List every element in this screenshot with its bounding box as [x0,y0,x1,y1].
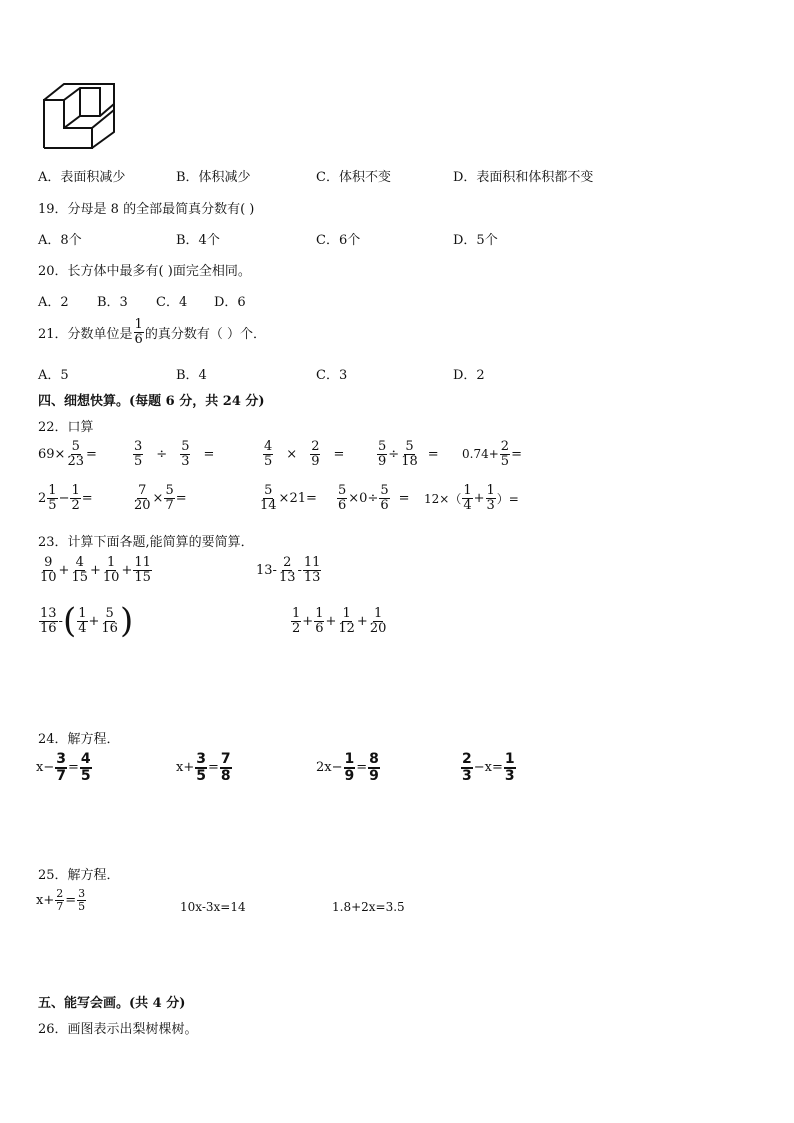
denominator: 15 [134,569,151,585]
text: ）= [496,491,519,506]
fraction [164,484,174,512]
numerator: 1 [78,605,87,621]
fraction [400,440,419,468]
operator: − [58,490,70,506]
fraction [195,752,207,783]
numerator: 11 [303,555,321,570]
fraction [180,440,190,468]
fraction [47,484,57,512]
numerator: 1 [486,483,495,498]
q22-expr-6 [38,484,93,512]
equals: = [67,760,79,776]
denominator: 3 [504,767,515,784]
q21-stem-pre: 21．分数单位是 [38,326,133,342]
text: = [398,490,410,506]
q21-stem-post: 的真分数有（ ）个． [144,326,266,342]
whole-number: 2 [38,490,47,506]
fraction [77,607,87,635]
fraction [337,484,347,512]
denominator: 5 [500,453,510,469]
q22-expr-3 [262,440,356,468]
fraction [39,556,58,584]
operator: × [152,490,164,506]
fraction [66,440,85,468]
fraction [70,556,89,584]
numerator: 13 [40,605,57,621]
numerator: 4 [75,555,84,570]
q24-title: 24．解方程． [38,732,120,747]
q20-option-b[interactable]: B．3 [97,295,128,310]
q21-stem [38,318,266,346]
fraction [291,607,301,635]
text: ×21= [278,490,317,506]
section5-title: 五、能写会画。(共 4 分) [38,996,186,1011]
numerator: 4 [80,751,91,767]
denominator: 6 [380,497,389,513]
q22-expr-9 [336,484,418,512]
fraction [486,484,496,512]
fraction [462,484,472,512]
fraction [337,607,356,635]
numerator: 1 [292,606,301,621]
text: = [85,446,97,462]
denominator: 7 [165,497,174,513]
q20-option-a[interactable]: A．2 [38,295,69,310]
left-paren: ( [62,601,77,641]
operator: + [58,562,70,578]
denominator: 13 [278,569,296,585]
q22-expr-1 [38,440,97,468]
denominator: 6 [315,620,324,636]
q25-equation-3: 1.8+2x=3.5 [332,900,405,914]
fraction [259,484,278,512]
denominator: 2 [292,620,301,636]
q19-option-c[interactable]: C．6个 [316,233,361,248]
denominator: 7 [56,899,64,913]
fraction [39,607,58,635]
denominator: 10 [40,569,57,585]
denominator: 7 [56,767,66,784]
denominator: 6 [338,497,347,513]
equals: = [356,760,368,776]
operator: + [356,613,368,629]
text: = [427,446,439,462]
denominator: 13 [303,569,321,585]
right-paren: ) [119,601,134,641]
q22-expr-7 [132,484,187,512]
section4-title: 四、细想快算。(每题 6 分，共 24 分) [38,394,265,409]
numerator: 1 [504,751,515,767]
q19-option-d[interactable]: D．5个 [453,233,498,248]
denominator: 8 [220,767,231,784]
text: 12×（ [424,491,462,506]
operator: - [58,613,63,629]
text: = [511,446,522,462]
text: = [203,446,215,462]
denominator: 5 [196,767,206,784]
q20-options [0,291,794,311]
q22-title: 22．口算 [38,420,94,435]
numerator: 1 [463,483,472,498]
q23-expr-4 [290,607,388,635]
text: 2x− [316,760,343,776]
numerator: 1 [71,483,80,498]
denominator: 20 [134,497,151,513]
fraction [77,888,86,912]
denominator: 20 [369,620,387,636]
fraction [377,440,387,468]
fraction [55,752,67,783]
operator: - [297,562,302,578]
operator: ÷ [388,446,400,462]
q21-option-d[interactable]: D．2 [453,368,485,383]
denominator: 6 [134,331,143,347]
numerator: 7 [220,751,231,767]
numerator: 2 [311,439,320,454]
q21-option-c[interactable]: C．3 [316,368,348,383]
fraction [344,752,356,783]
q18-option-c[interactable]: C．体积不变 [316,170,391,185]
operator: ÷ [156,446,168,462]
denominator: 4 [78,620,87,636]
fraction [379,484,389,512]
fraction [504,752,516,783]
numerator: 5 [264,483,273,498]
numerator: 1 [342,606,351,621]
q24-equation-3 [316,752,381,783]
denominator: 2 [71,497,80,513]
denominator: 5 [134,453,143,469]
q25-title: 25．解方程． [38,868,120,883]
denominator: 5 [80,767,91,784]
q20-stem: 20．长方体中最多有( )面完全相同。 [38,264,251,279]
text: = [333,446,345,462]
q20-option-c[interactable]: C．4 [156,295,188,310]
q23-expr-3 [38,601,134,641]
operator: + [325,613,337,629]
q25-equation-2: 10x-3x=14 [180,900,246,914]
numerator: 2 [56,887,64,900]
q21-fraction [134,318,144,346]
operator: + [473,490,485,506]
text: ×0÷ [348,490,379,506]
fraction [100,607,119,635]
denominator: 9 [344,767,355,784]
denominator: 3 [462,767,472,784]
denominator: 16 [101,620,118,636]
operator: + [90,562,101,578]
equals: = [207,760,219,776]
denominator: 5 [78,899,86,913]
numerator: 2 [283,555,292,570]
denominator: 12 [338,620,355,636]
q24-equation-2 [176,752,233,783]
text: x+ [36,892,55,908]
q19-option-a[interactable]: A．8个 [38,233,82,248]
q19-stem: 19．分母是 8 的全部最简真分数有( ) [38,202,255,217]
numerator: 5 [71,439,80,454]
q19-option-b[interactable]: B．4个 [176,233,220,248]
denominator: 3 [486,497,495,513]
numerator: 11 [134,555,151,570]
q23-title: 23．计算下面各题,能简算的要简算． [38,535,254,550]
q23-expr-1 [38,556,153,584]
numerator: 7 [138,483,147,498]
numerator: 1 [107,555,116,570]
numerator: 9 [44,555,53,570]
operator: + [121,562,133,578]
numerator: 3 [56,751,66,767]
denominator: 16 [40,620,57,636]
fraction [500,440,510,468]
numerator: 8 [369,751,379,767]
fraction [278,556,297,584]
q18-option-b[interactable]: B．体积减少 [176,170,251,185]
numerator: 5 [378,439,387,454]
text: 13- [256,562,277,578]
fraction [102,556,121,584]
denominator: 15 [71,569,88,585]
q22-expr-8 [258,484,317,512]
denominator: 4 [463,497,472,513]
fraction [263,440,273,468]
q21-option-b[interactable]: B．4 [176,368,207,383]
q25-equation-1 [36,888,87,912]
numerator: 5 [380,483,389,498]
q22-expr-2 [132,440,226,468]
operator: × [286,446,298,462]
q18-option-a[interactable]: A．表面积减少 [38,170,126,185]
q22-expr-10 [424,484,519,512]
denominator: 5 [48,497,57,513]
fraction [133,440,143,468]
fraction [133,556,152,584]
numerator: 3 [78,887,86,900]
numerator: 4 [264,439,273,454]
denominator: 9 [369,767,379,784]
text: = [175,490,187,506]
fraction [220,752,232,783]
q24-equation-4 [460,752,517,783]
denominator: 5 [264,453,273,469]
q21-options [0,364,794,384]
denominator: 10 [102,569,120,585]
text: x− [36,760,55,776]
fraction [70,484,80,512]
numerator: 1 [48,483,57,498]
numerator: 2 [500,439,510,454]
q22-expr-4 [376,440,447,468]
numerator: 5 [338,483,347,498]
fraction [310,440,320,468]
denominator: 9 [311,453,320,469]
fraction [133,484,152,512]
operator: + [88,613,100,629]
fraction [314,607,324,635]
denominator: 14 [260,497,277,513]
q18-options [0,166,794,186]
fraction [461,752,473,783]
q18-option-d[interactable]: D．表面积和体积都不变 [453,170,594,185]
q23-expr-2 [256,556,322,584]
numerator: 5 [181,439,190,454]
q21-option-a[interactable]: A．5 [38,368,69,383]
fraction [303,556,322,584]
denominator: 3 [181,453,190,469]
denominator: 9 [378,453,387,469]
cube-with-notch-icon [40,80,120,152]
numerator: 2 [462,751,472,767]
fraction [55,888,64,912]
q26-stem: 26．画图表示出梨树棵树。 [38,1022,198,1037]
equals: = [65,892,77,908]
text: = [81,490,93,506]
numerator: 3 [196,751,206,767]
fraction [80,752,92,783]
numerator: 1 [344,751,355,767]
numerator: 1 [134,317,143,332]
operator: + [302,613,314,629]
numerator: 3 [134,439,143,454]
cube-figure [40,80,120,152]
numerator: 5 [105,605,114,621]
text: x+ [176,760,195,776]
q22-expr-5 [462,440,522,468]
q19-options [0,229,794,249]
q24-equation-1 [36,752,93,783]
denominator: 18 [401,453,418,469]
numerator: 1 [373,606,383,621]
text: 69× [38,446,66,462]
denominator: 23 [67,453,84,469]
text: −x= [473,760,503,776]
text: 0.74+ [462,447,499,462]
numerator: 5 [405,439,414,454]
q20-option-d[interactable]: D．6 [214,295,246,310]
numerator: 5 [165,483,174,498]
numerator: 1 [315,606,324,621]
fraction [368,752,380,783]
fraction [369,607,388,635]
